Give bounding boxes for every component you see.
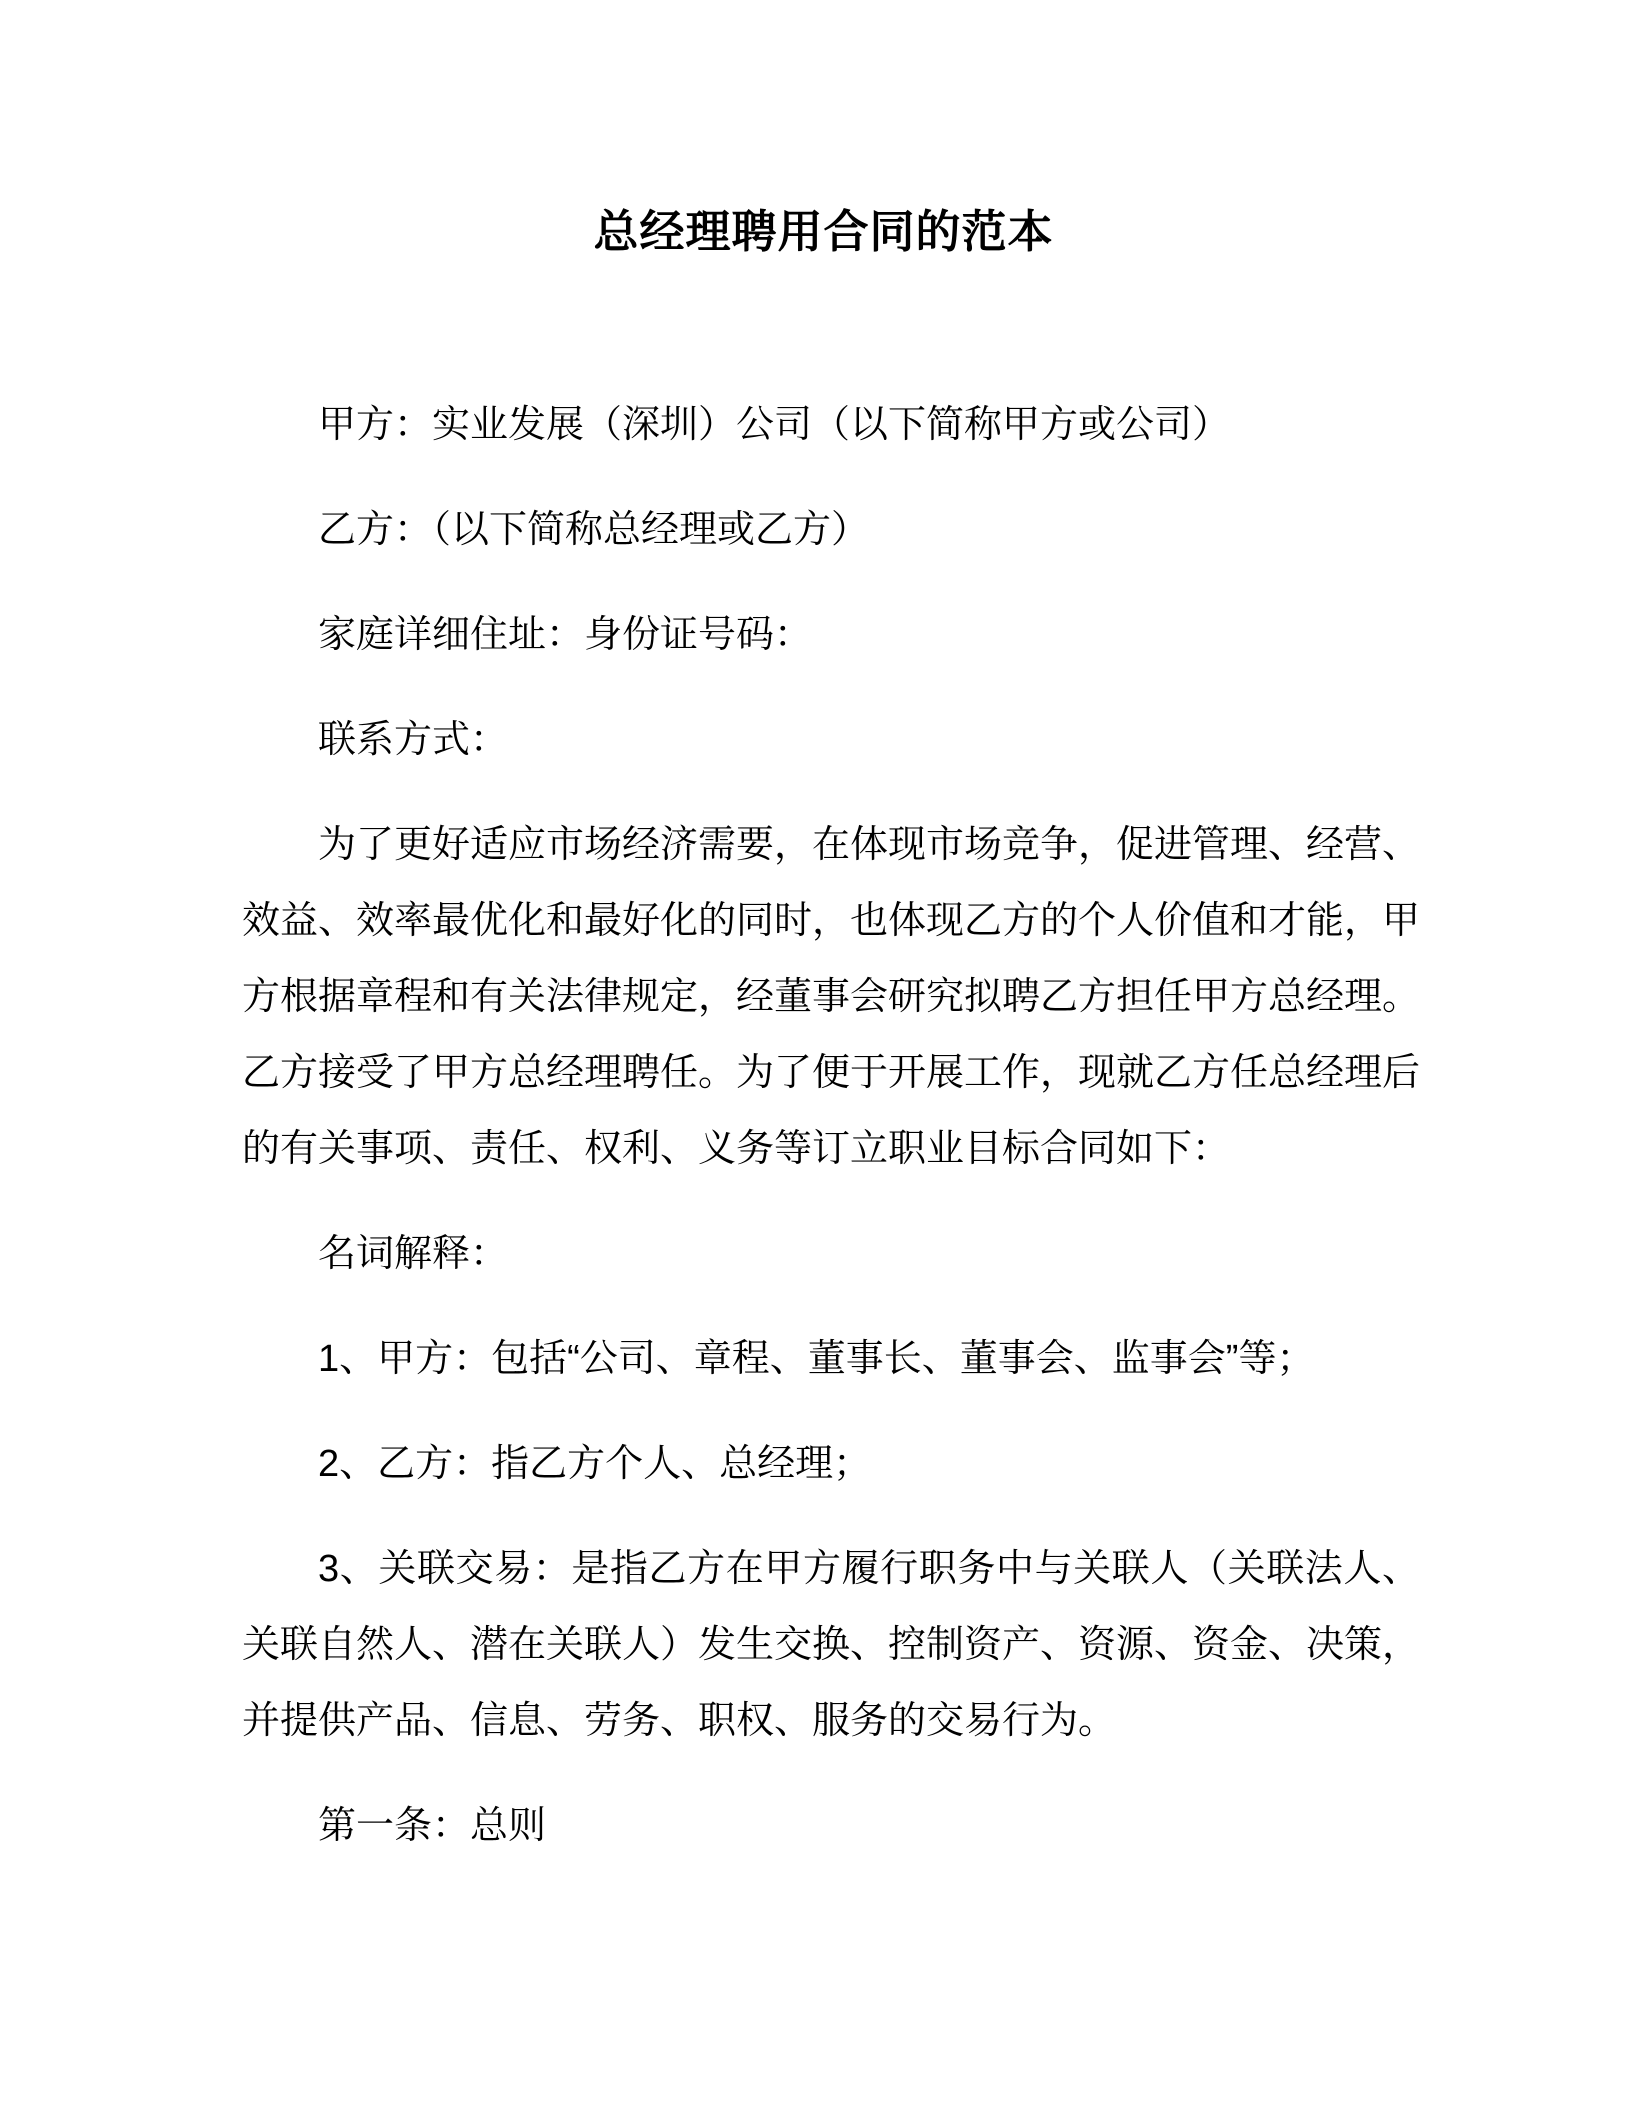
para-party-a: 甲方：实业发展（深圳）公司（以下简称甲方或公司） [318, 404, 1231, 446]
para-definition-3-related-transactions: 3、关联交易：是指乙方在甲方履行职务中与关联人（关联法人、关联自然人、潜在关联人）发生交换、控制资产、资源、资金、决策，并提供产品、信息、劳务、职权、服务的交易行为。 [242, 1548, 1421, 1742]
para-article-1-heading: 第一条：总则 [318, 1805, 547, 1847]
para-definition-1-party-a: 1、甲方：包括“公司、章程、董事长、董事会、监事会”等； [318, 1338, 1315, 1380]
para-contact-info: 联系方式： [318, 719, 509, 761]
para-address-and-id: 家庭详细住址：身份证号码： [318, 614, 813, 656]
para-preamble: 为了更好适应市场经济需要，在体现市场竞争，促进管理、经营、效益、效率最优化和最好化的同时，也体现乙方的个人价值和才能，甲方根据章程和有关法律规定，经董事会研究拟聘乙方担任甲方总经理。乙方接受了甲方总经理聘任。为了便于开展工作，现就乙方任总经理后的有关事项、责任、权利、义务等订立职业目标合同如下： [242, 824, 1421, 1170]
para-definition-2-party-b: 2、乙方：指乙方个人、总经理； [318, 1443, 872, 1485]
document-title: 总经理聘用合同的范本 [593, 206, 1054, 257]
para-definitions-heading: 名词解释： [318, 1233, 509, 1275]
para-party-b: 乙方：（以下简称总经理或乙方） [318, 509, 870, 551]
